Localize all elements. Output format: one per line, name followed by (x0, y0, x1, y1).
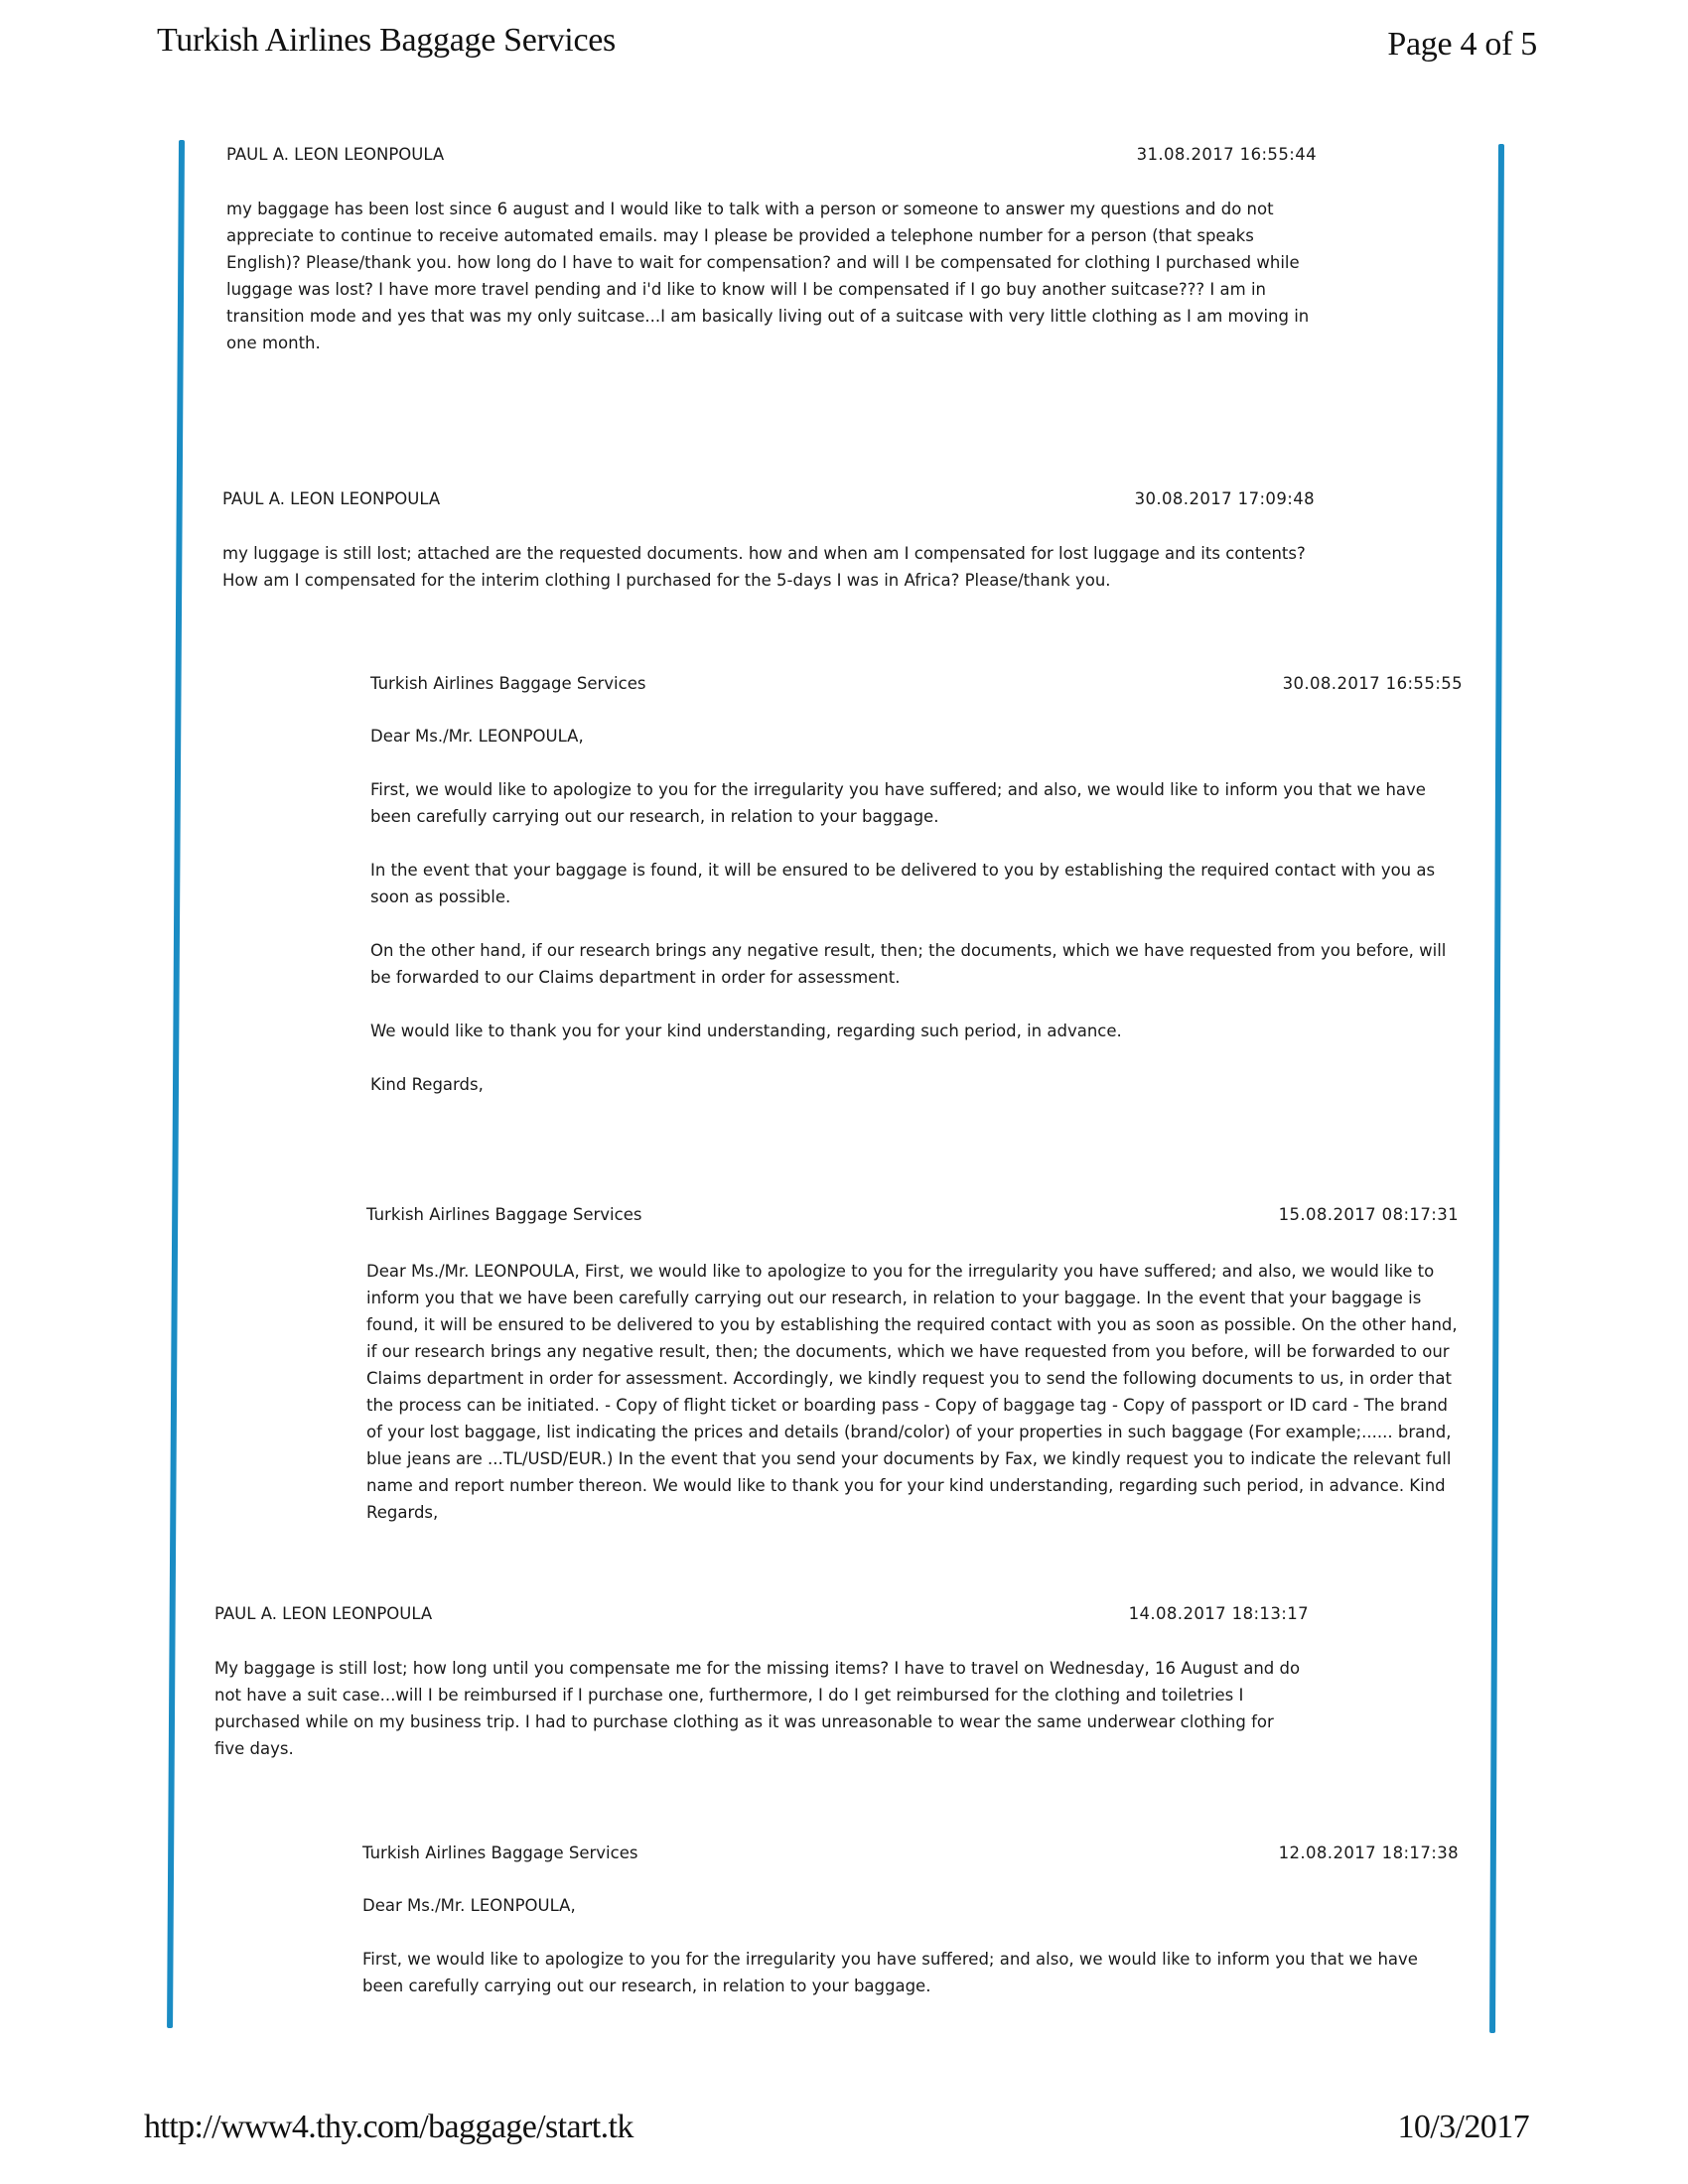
message-customer (214, 1600, 1309, 1762)
message-body (222, 540, 1315, 594)
message-body (370, 723, 1463, 1098)
message-paragraph: First, we would like to apologize to you for the irregularity you have suffered; and also, we would like to inform you that we have been carefully carrying out our research, in relation to your baggage. (362, 1950, 1418, 1995)
message-airline-reply (362, 1840, 1459, 1999)
message-sender: Turkish Airlines Baggage Services (362, 1843, 638, 1862)
message-paragraph: My baggage is still lost; how long until you compensate me for the missing items? I have to travel on Wednesday, 16 August and do not have a suit case...will I be reimbursed if I purchase one, furthermore, I do I get reimbursed for the clothing and toiletries I purchased while on my business trip. I had to purchase clothing as it was unreasonable to wear the same underwear clothing for five days. (214, 1659, 1301, 1758)
message-paragraph: We would like to thank you for your kind understanding, regarding such period, in advance. (370, 1022, 1122, 1040)
message-sender: PAUL A. LEON LEONPOULA (222, 489, 441, 508)
message-sender: Turkish Airlines Baggage Services (366, 1205, 642, 1224)
message-sender: Turkish Airlines Baggage Services (370, 674, 646, 693)
message-timestamp: 12.08.2017 18:17:38 (1278, 1843, 1459, 1862)
thread-border-left (167, 140, 185, 2028)
message-paragraph: On the other hand, if our research brings any negative result, then; the documents, which we have requested from you before, will be forwarded to our Claims department in order for assessment. (370, 941, 1447, 987)
message-airline-reply (370, 670, 1463, 1098)
message-paragraph: In the event that your baggage is found, it will be ensured to be delivered to you by establishing the required contact with you as soon as possible. (370, 861, 1436, 906)
message-body (226, 196, 1317, 356)
message-timestamp: 14.08.2017 18:13:17 (1128, 1604, 1309, 1623)
message-body (214, 1655, 1309, 1762)
page-footer-url: http://www4.thy.com/baggage/start.tk (144, 2109, 633, 2145)
message-body (362, 1892, 1459, 1999)
message-timestamp: 31.08.2017 16:55:44 (1136, 145, 1317, 164)
page-indicator: Page 4 of 5 (1387, 26, 1537, 63)
message-paragraph: my luggage is still lost; attached are the requested documents. how and when am I compensated for lost luggage and its contents? How am I compensated for the interim clothing I purchased for the 5-days I was in Africa? Please/thank you. (222, 544, 1306, 590)
message-paragraph: First, we would like to apologize to you for the irregularity you have suffered; and also, we would like to inform you that we have been carefully carrying out our research, in relation to your baggage. (370, 780, 1426, 826)
message-greeting: Dear Ms./Mr. LEONPOULA, (370, 727, 584, 746)
thread-border-right (1489, 144, 1504, 2033)
message-airline-reply (366, 1201, 1459, 1526)
message-sender: PAUL A. LEON LEONPOULA (214, 1604, 433, 1623)
page-header-title: Turkish Airlines Baggage Services (157, 22, 616, 59)
message-signoff: Kind Regards, (370, 1075, 484, 1094)
message-timestamp: 30.08.2017 16:55:55 (1282, 674, 1463, 693)
message-greeting: Dear Ms./Mr. LEONPOULA, (362, 1896, 576, 1915)
message-sender: PAUL A. LEON LEONPOULA (226, 145, 445, 164)
message-body (366, 1258, 1459, 1526)
message-paragraph: my baggage has been lost since 6 august and I would like to talk with a person or someone to answer my questions and do not appreciate to continue to receive automated emails. may I please be provided a telephone number for a person (that speaks English)? Please/thank you. how long do I have to wait for compensation? and will I be compensated for clothing I purchased while luggage was lost? I have more travel pending and i'd like to know will I be compensated if I go buy another suitcase??? I am in transition mode and yes that was my only suitcase...I am basically living out of a suitcase with very little clothing as I am moving in one month. (226, 200, 1310, 352)
message-customer (222, 485, 1315, 594)
message-timestamp: 30.08.2017 17:09:48 (1134, 489, 1315, 508)
message-timestamp: 15.08.2017 08:17:31 (1278, 1205, 1459, 1224)
page-footer-date: 10/3/2017 (1397, 2109, 1529, 2145)
message-customer (226, 141, 1317, 356)
message-paragraph: Dear Ms./Mr. LEONPOULA, First, we would like to apologize to you for the irregularity you have suffered; and also, we would like to inform you that we have been carefully carrying out our research, in relation to your baggage. In the event that your baggage is found, it will be ensured to be delivered to you by establishing the required contact with you as soon as possible. On the other hand, if our research brings any negative result, then; the documents, which we have requested from you before, will be forwarded to our Claims department in order for assessment. Accordingly, we kindly request you to send the following documents to us, in order that the process can be initiated. - Copy of flight ticket or boarding pass - Copy of baggage tag - Copy of passport or ID card - The brand of your lost baggage, list indicating the prices and details (brand/color) of your properties in such baggage (For example;...... brand, blue jeans are ...TL/USD/EUR.) In the event that you send your documents by Fax, we kindly request you to indicate the relevant full name and report number thereon. We would like to thank you for your kind understanding, regarding such period, in advance. Kind Regards, (366, 1262, 1458, 1522)
